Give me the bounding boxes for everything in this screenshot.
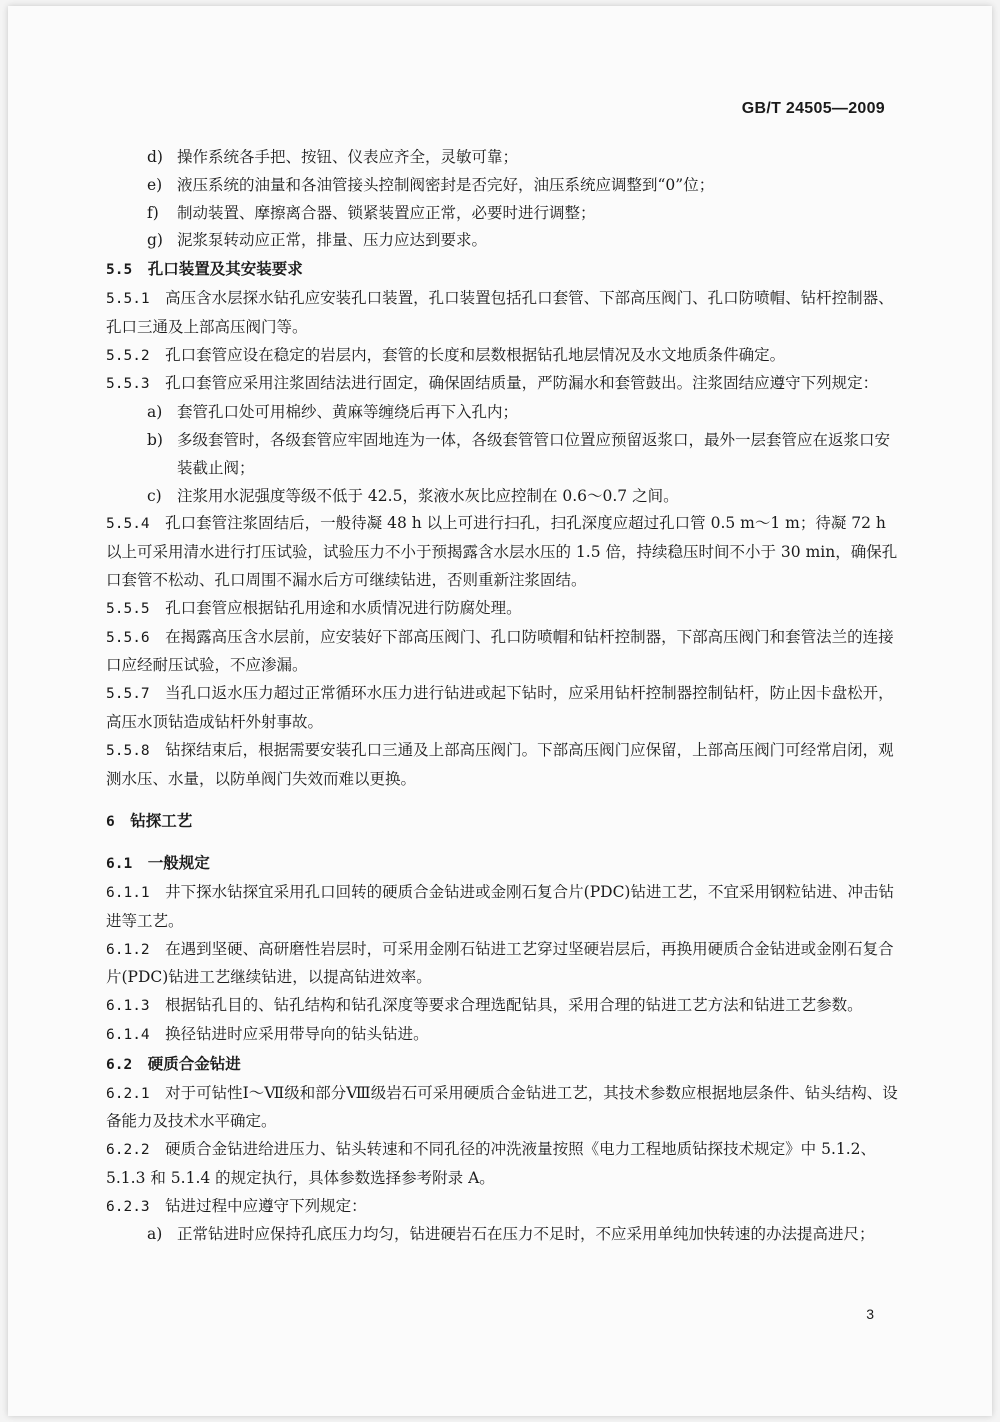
list-text: 套管孔口处可用棉纱、黄麻等缠绕后再下入孔内； xyxy=(177,403,519,422)
document-page xyxy=(8,6,992,1416)
list-label: c) xyxy=(147,486,162,505)
list-label: a) xyxy=(147,1225,163,1244)
clause-5-5-1: 5.5.1 高压含水层探水钻孔应安装孔口装置，孔口装置包括孔口套管、下部高压阀门、孔口防喷帽、钻杆控制器、孔口三通及上部高压阀门等。 xyxy=(106,288,894,336)
list-label: b) xyxy=(147,430,163,449)
list-label: f) xyxy=(147,203,159,222)
clause-5-5-2: 5.5.2 孔口套管应设在稳定的岩层内，套管的长度和层数根据钻孔地层情况及水文地质条件确定。 xyxy=(106,345,786,364)
list-item xyxy=(106,172,904,200)
list-label: a) xyxy=(147,403,163,422)
list-item xyxy=(106,399,904,427)
clause-6-1-1: 6.1.1 井下探水钻探宜采用孔口回转的硬质合金钻进或金刚石复合片(PDC)钻进工艺，不宜采用钢粒钻进、冲击钻进等工艺。 xyxy=(106,882,894,930)
list-text: 多级套管时，各级套管应牢固地连为一体，各级套管管口位置应预留返浆口，最外一层套管应在返浆口安装截止阀； xyxy=(177,430,891,477)
list-text: 正常钻进时应保持孔底压力均匀，钻进硬岩石在压力不足时，不应采用单纯加快转速的办法提高进尺； xyxy=(177,1225,875,1244)
standard-code-header: GB/T 24505—2009 xyxy=(741,100,885,117)
section-heading-5-5: 5.5 孔口装置及其安装要求 xyxy=(106,259,303,279)
section-heading-6-2: 6.2 硬质合金钻进 xyxy=(106,1053,241,1073)
list-label: g) xyxy=(147,231,163,250)
chapter-heading-6: 6 钻探工艺 xyxy=(106,811,193,831)
clause-5-5-6: 5.5.6 在揭露高压含水层前，应安装好下部高压阀门、孔口防喷帽和钻杆控制器，下部高压阀门和套管法兰的连接口应经耐压试验，不应渗漏。 xyxy=(106,627,894,675)
clause-6-2-2: 6.2.2 硬质合金钻进给进压力、钻头转速和不同孔径的冲洗液量按照《电力工程地质钻探技术规定》中 5.1.2、5.1.3 和 5.1.4 的规定执行，具体参数选择参考附录 A。 xyxy=(106,1140,877,1187)
page-number: 3 xyxy=(866,1306,874,1322)
section-heading-6-1: 6.1 一般规定 xyxy=(106,853,210,873)
clause-5-5-4: 5.5.4 孔口套管注浆固结后，一般待凝 48 h 以上可进行扫孔，扫孔深度应超过孔口管 0.5 m～1 m；待凝 72 h 以上可采用清水进行打压试验，试验压力不小于预揭露含水层水压的 1.5 倍，持续稳压时间不小于 30 min，确保孔口套管不松动、孔口周围不漏水后方可继续钻进，否则重新注浆固结。 xyxy=(106,514,898,589)
list-item xyxy=(106,200,904,228)
list-label: d) xyxy=(147,148,163,166)
list-label: e) xyxy=(147,175,163,194)
clause-6-1-4: 6.1.4 换径钻进时应采用带导向的钻头钻进。 xyxy=(106,1024,429,1043)
clause-6-2-1: 6.2.1 对于可钻性Ⅰ～Ⅶ级和部分Ⅷ级岩石可采用硬质合金钻进工艺，其技术参数应根据地层条件、钻头结构、设备能力及技术水平确定。 xyxy=(106,1083,898,1131)
clause-6-2-3: 6.2.3 钻进过程中应遵守下列规定： xyxy=(106,1196,367,1215)
list-text: 制动装置、摩擦离合器、锁紧装置应正常，必要时进行调整； xyxy=(177,203,596,222)
clause-5-5-5: 5.5.5 孔口套管应根据钻孔用途和水质情况进行防腐处理。 xyxy=(106,598,522,617)
list-item xyxy=(106,1221,904,1249)
list-item xyxy=(106,144,904,172)
clause-5-5-3: 5.5.3 孔口套管应采用注浆固结法进行固定，确保固结质量，严防漏水和套管鼓出。注浆固结应遵守下列规定： xyxy=(106,374,879,393)
list-item xyxy=(106,483,904,511)
list-text: 操作系统各手把、按钮、仪表应齐全，灵敏可靠； xyxy=(177,148,519,166)
list-text: 液压系统的油量和各油管接头控制阀密封是否完好，油压系统应调整到“0”位； xyxy=(177,175,715,194)
list-text: 泥浆泵转动应正常，排量、压力应达到要求。 xyxy=(177,231,488,250)
list-text: 注浆用水泥强度等级不低于 42.5，浆液水灰比应控制在 0.6～0.7 之间。 xyxy=(177,486,679,505)
list-item xyxy=(106,227,904,255)
clause-5-5-8: 5.5.8 钻探结束后，根据需要安装孔口三通及上部高压阀门。下部高压阀门应保留，上部高压阀门可经常启闭，观测水压、水量，以防单阀门失效而难以更换。 xyxy=(106,740,894,788)
clause-6-1-2: 6.1.2 在遇到坚硬、高研磨性岩层时，可采用金刚石钻进工艺穿过坚硬岩层后，再换用硬质合金钻进或金刚石复合片(PDC)钻进工艺继续钻进，以提高钻进效率。 xyxy=(106,939,894,987)
page-content xyxy=(106,144,904,1249)
clause-5-5-7: 5.5.7 当孔口返水压力超过正常循环水压力进行钻进或起下钻时，应采用钻杆控制器控制钻杆，防止因卡盘松开，高压水顶钻造成钻杆外射事故。 xyxy=(106,684,894,731)
clause-6-1-3: 6.1.3 根据钻孔目的、钻孔结构和钻孔深度等要求合理选配钻具，采用合理的钻进工艺方法和钻进工艺参数。 xyxy=(106,996,863,1015)
list-item xyxy=(106,427,904,483)
